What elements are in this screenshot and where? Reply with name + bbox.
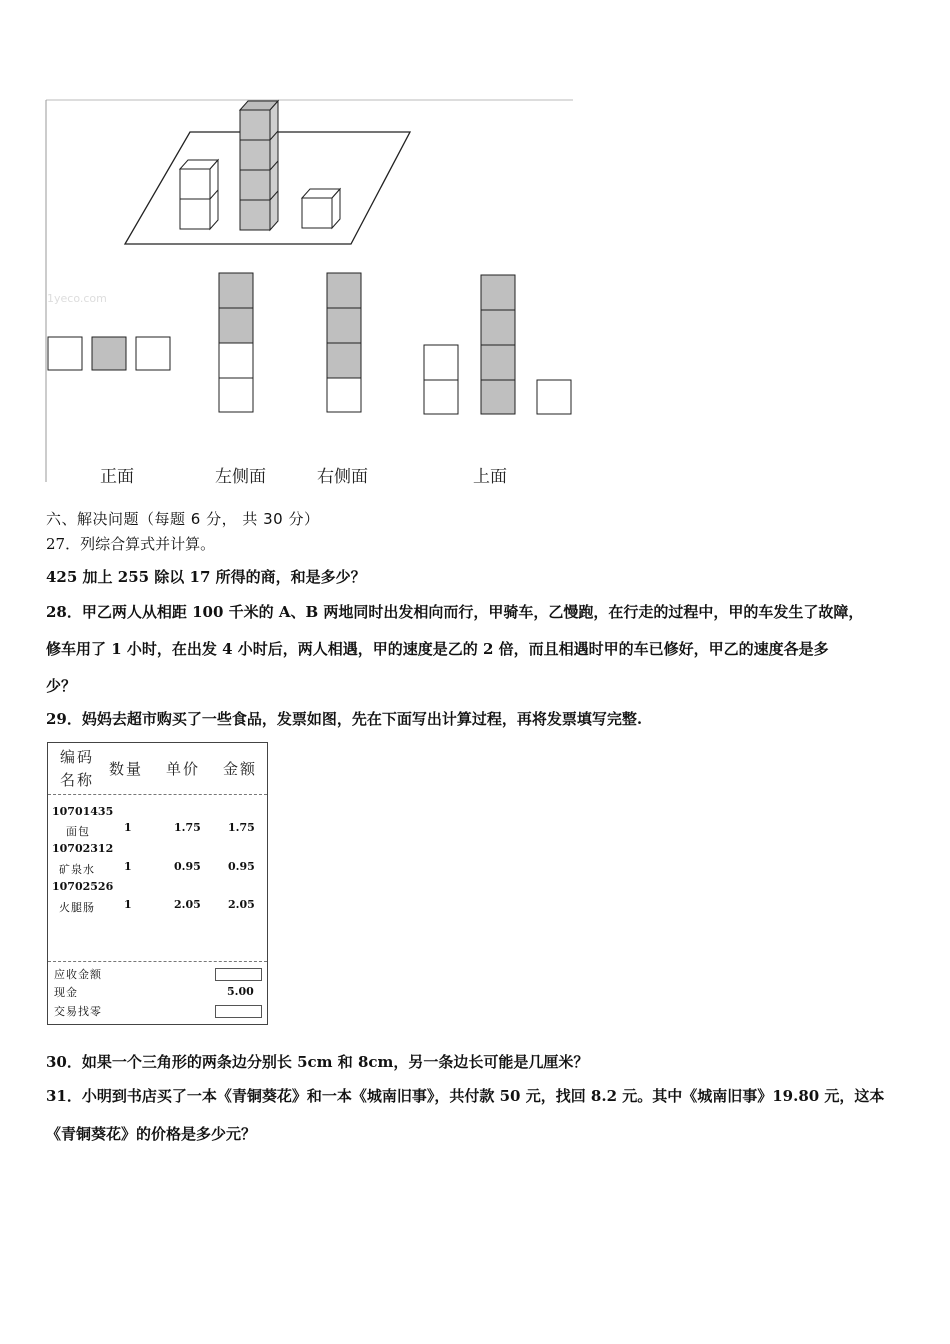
view-label-front: 正面 <box>100 467 134 487</box>
cube-stack-middle <box>240 101 278 230</box>
watermark-text: 1yeco.com <box>47 292 107 305</box>
receipt-cash-label: 现金 <box>54 986 78 999</box>
question-31-line-1: 31．小明到书店买了一本《青铜葵花》和一本《城南旧事》，共付款 50 元，找回 8.2 元。其中《城南旧事》19.80 元，这本 <box>46 1087 885 1105</box>
left-side-view <box>219 273 253 412</box>
receipt-item-qty: 1 <box>124 898 132 911</box>
receipt-item-code: 10702312 <box>52 842 114 855</box>
front-view <box>48 337 170 370</box>
question-31-line-2: 《青铜葵花》的价格是多少元？ <box>46 1125 257 1143</box>
receipt-item-amount: 1.75 <box>228 821 255 834</box>
question-28-line-3: 少？ <box>46 677 77 695</box>
view-label-right-side: 右侧面 <box>317 467 368 487</box>
receipt-item-code: 10702526 <box>52 880 114 893</box>
receipt-item-qty: 1 <box>124 860 132 873</box>
question-27-prompt: 27．列综合算式并计算。 <box>46 535 216 553</box>
top-view <box>424 275 571 414</box>
receipt-header-name: 名称 <box>60 771 95 789</box>
receipt-header-amount: 金额 <box>223 760 258 778</box>
view-label-left-side: 左侧面 <box>215 467 266 487</box>
receipt <box>47 742 268 1025</box>
receipt-item-code: 10701435 <box>52 805 114 818</box>
receipt-header-price: 单价 <box>166 760 201 778</box>
receipt-item-price: 2.05 <box>174 898 201 911</box>
section-title: 六、解决问题（每题 6 分， 共 30 分） <box>46 510 320 528</box>
receipt-item-name: 火腿肠 <box>59 901 95 914</box>
receipt-header-qty: 数量 <box>109 760 144 778</box>
receipt-change-box <box>215 1005 262 1018</box>
receipt-item-name: 矿泉水 <box>59 863 95 876</box>
receipt-header-code: 编码 <box>60 748 95 766</box>
receipt-item-qty: 1 <box>124 821 132 834</box>
receipt-due-box <box>215 968 262 981</box>
receipt-divider-bottom <box>48 961 267 962</box>
receipt-change-label: 交易找零 <box>54 1005 102 1018</box>
cube-single-right <box>302 189 340 228</box>
receipt-due-label: 应收金额 <box>54 968 102 981</box>
receipt-divider-top <box>48 794 267 795</box>
receipt-cash-value: 5.00 <box>227 985 254 998</box>
receipt-item-amount: 2.05 <box>228 898 255 911</box>
right-side-view <box>327 273 361 412</box>
cube-stack-left <box>180 160 218 229</box>
receipt-item-name: 面包 <box>66 825 90 838</box>
receipt-item-price: 1.75 <box>174 821 201 834</box>
question-30-text: 30．如果一个三角形的两条边分别长 5cm 和 8cm，另一条边长可能是几厘米？ <box>46 1053 589 1071</box>
cube-figure-svg <box>45 99 575 484</box>
receipt-item-price: 0.95 <box>174 860 201 873</box>
receipt-item-amount: 0.95 <box>228 860 255 873</box>
cube-figure <box>45 99 575 484</box>
question-27-text: 425 加上 255 除以 17 所得的商，和是多少？ <box>46 568 366 586</box>
question-29-text: 29．妈妈去超市购买了一些食品，发票如图，先在下面写出计算过程，再将发票填写完整. <box>46 710 643 728</box>
question-28-line-2: 修车用了 1 小时，在出发 4 小时后，两人相遇，甲的速度是乙的 2 倍，而且相遇时甲的车已修好，甲乙的速度各是多 <box>46 640 829 658</box>
question-28-line-1: 28．甲乙两人从相距 100 千米的 A、B 两地同时出发相向而行，甲骑车，乙慢跑，在行走的过程中，甲的车发生了故障， <box>46 603 864 621</box>
view-label-top: 上面 <box>473 467 507 487</box>
